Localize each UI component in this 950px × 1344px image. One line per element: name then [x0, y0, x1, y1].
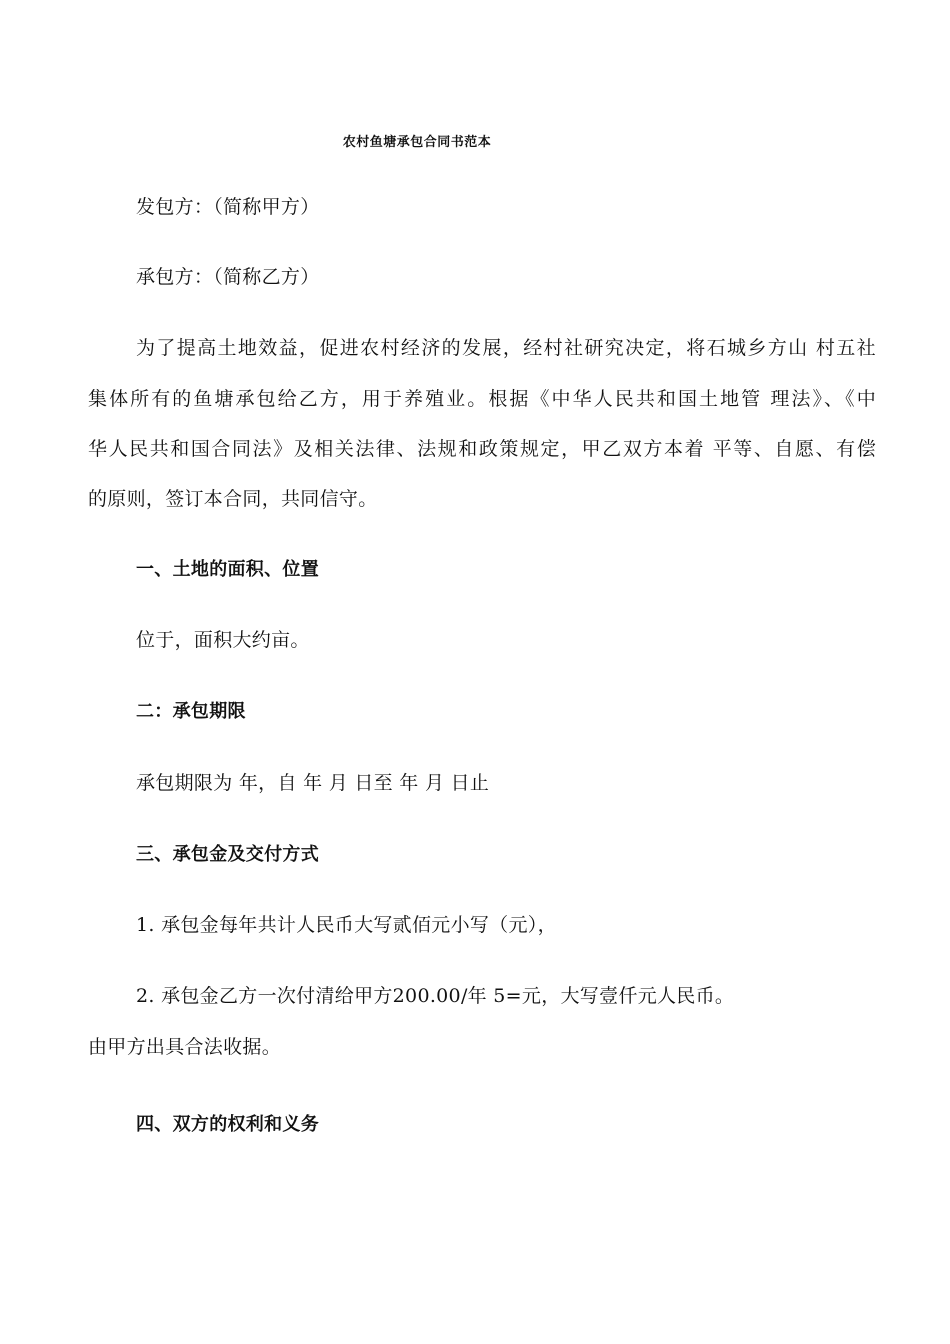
section-3-item-2: 2. 承包金乙方一次付清给甲方200.00/年 5=元，大写壹仟元人民币。 [136, 985, 735, 1007]
section-1-heading: 一、土地的面积、位置 [136, 559, 319, 580]
party-a-line: 发包方：（简称甲方） [136, 196, 320, 218]
section-3-heading: 三、承包金及交付方式 [136, 844, 319, 865]
section-3-item-1: 1. 承包金每年共计人民币大写贰佰元小写（元）， [136, 914, 557, 936]
section-3-item-2-continued: 由甲方出具合法收据。 [88, 1036, 282, 1058]
party-b-line: 承包方：（简称乙方） [136, 266, 320, 288]
intro-line-2: 集体所有的鱼塘承包给乙方，用于养殖业。根据《中华人民共和国土地管 理法》、《中 [88, 388, 876, 410]
section-4-heading: 四、双方的权利和义务 [136, 1114, 319, 1135]
intro-line-3: 华人民共和国合同法》及相关法律、法规和政策规定，甲乙双方本着 平等、自愿、有偿 [88, 438, 876, 460]
document-title: 农村鱼塘承包合同书范本 [342, 135, 492, 150]
intro-line-1: 为了提高土地效益，促进农村经济的发展，经村社研究决定，将石城乡方山 村五社 [136, 337, 876, 359]
intro-line-4: 的原则，签订本合同，共同信守。 [88, 488, 378, 510]
section-1-body: 位于，面积大约亩。 [136, 629, 310, 651]
section-2-body: 承包期限为 年，自 年 月 日至 年 月 日止 [136, 772, 490, 794]
section-2-heading: 二：承包期限 [136, 701, 246, 722]
